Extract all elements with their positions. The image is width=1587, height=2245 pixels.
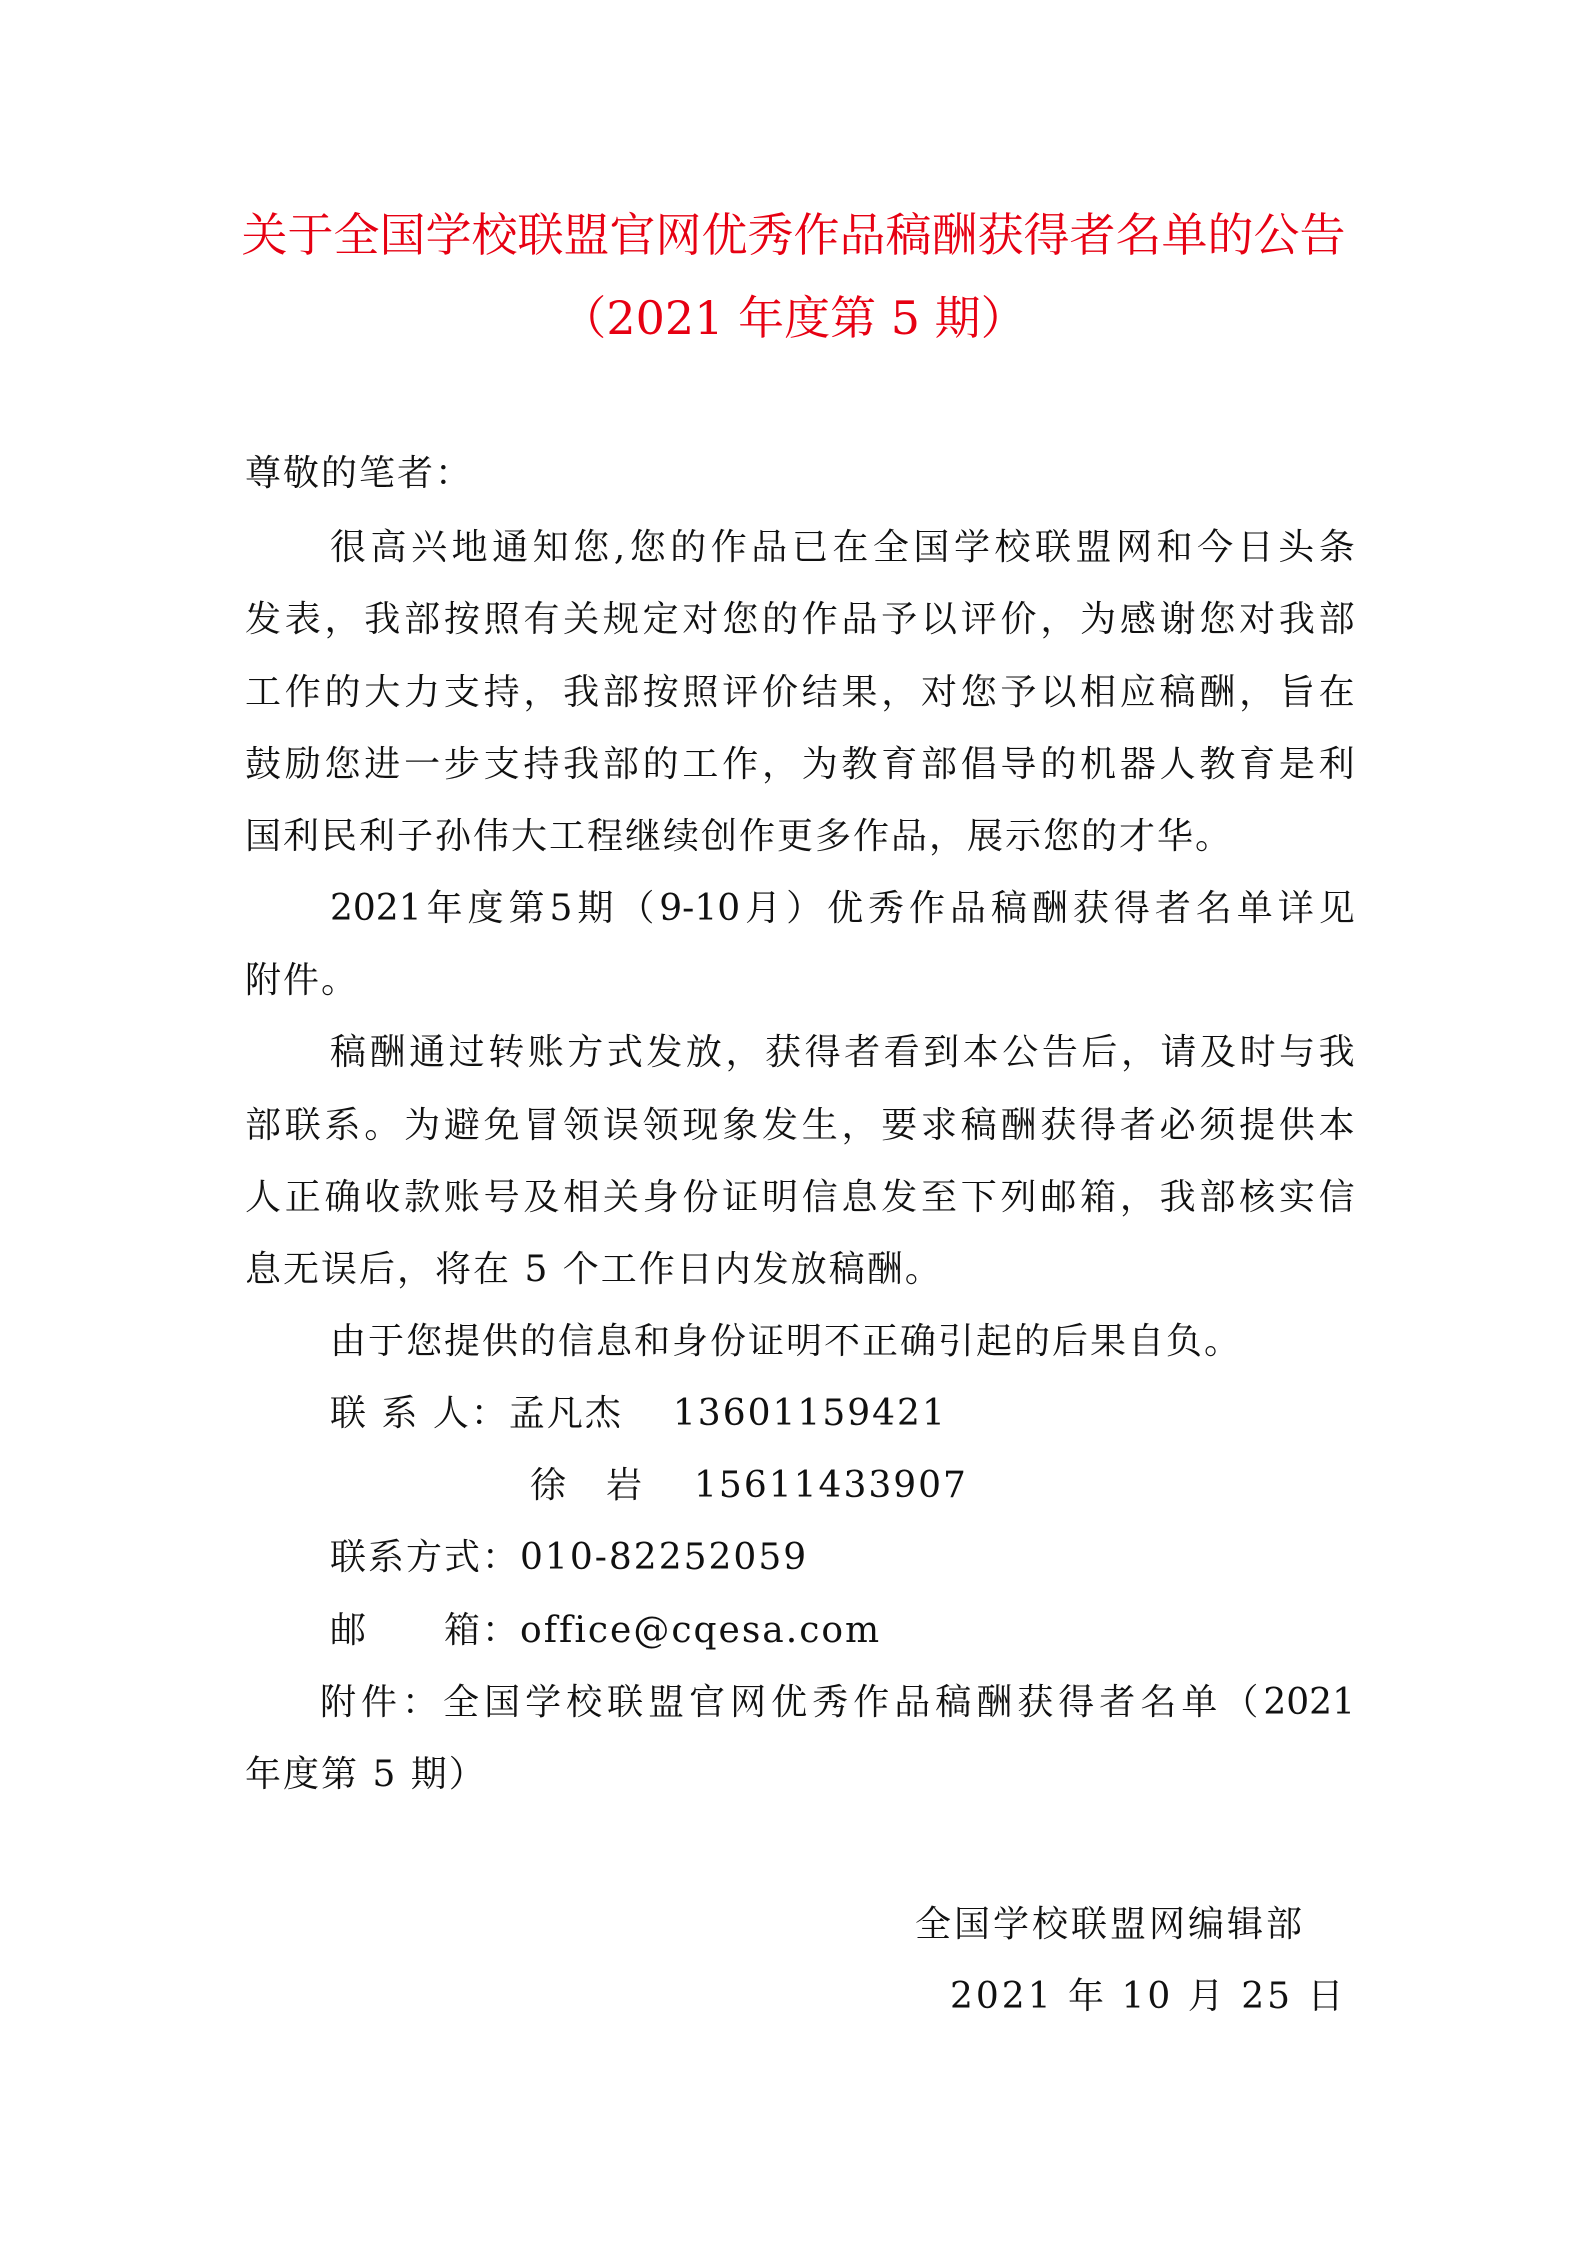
paragraph-2-line-2: 附件。 [245,960,360,1001]
contact-person-2-phone: 15611433907 [694,1465,968,1506]
attachment-line-1: 附 件 ： 全 国 学 校 联 盟 官 网 优 秀 作 品 稿 酬 获 得 者 名 单 （ 2021 [320,1682,1355,1723]
contact-person-1-phone: 13601159421 [672,1393,947,1434]
contact-person-2-name: 徐 岩 [530,1465,645,1506]
notice-title: 关于全国学校联盟官网优秀作品稿酬获得者名单的公告 [241,208,1346,262]
contact-row-1 [330,1386,1355,1442]
contact-row-2 [530,1458,1130,1514]
email-label: 邮 箱： [330,1610,521,1651]
notice-subtitle: （2021 年度第 5 期） [560,291,1027,345]
paragraph-3-line-3: 人 正 确 收 款 账 号 及 相 关 身 份 证 明 信 息 发 至 下 列 邮 箱 ， 我 部 核 实 信 [245,1177,1355,1218]
paragraph-1-line-3: 工 作 的 大 力 支 持 ， 我 部 按 照 评 价 结 果 ， 对 您 予 以 相 应 稿 酬 ， 旨 在 [245,672,1355,713]
paragraph-3-line-4: 息无误后，将在 5 个工作日内发放稿酬。 [245,1249,943,1290]
salutation: 尊敬的笔者： [245,453,474,494]
contact-method-label: 联系方式： [330,1537,521,1578]
paragraph-3-line-2: 部 联 系 。 为 避 免 冒 领 误 领 现 象 发 生 ， 要 求 稿 酬 获 得 者 必 须 提 供 本 [245,1105,1355,1146]
email-value: office@cqesa.com [520,1610,882,1651]
contact-person-1-name: 孟凡杰 [508,1393,623,1434]
paragraph-1-line-5: 国利民利子孙伟大工程继续创作更多作品，展示您的才华。 [245,816,1234,857]
paragraph-1-line-4: 鼓 励 您 进 一 步 支 持 我 部 的 工 作 ， 为 教 育 部 倡 导 的 机 器 人 教 育 是 利 [245,744,1355,785]
paragraph-3-line-1: 稿 酬 通 过 转 账 方 式 发 放 ， 获 得 者 看 到 本 公 告 后 ， 请 及 时 与 我 [330,1032,1355,1073]
email-row [330,1603,1355,1659]
signature-org: 全国学校联盟网编辑部 [915,1904,1306,1945]
signature-date: 2021 年 10 月 25 日 [950,1976,1347,2017]
paragraph-1-line-1: 很 高 兴 地 通 知 您 , 您 的 作 品 已 在 全 国 学 校 联 盟 网 和 今 日 头 条 [330,527,1355,568]
paragraph-2-line-1: 2021 年 度 第 5 期 （ 9-10 月 ） 优 秀 作 品 稿 酬 获 得 者 名 单 详 见 [330,888,1355,929]
attachment-line-2: 年度第 5 期） [245,1754,487,1795]
contact-method-value: 010-82252059 [520,1537,809,1578]
paragraph-1-line-2: 发 表 ， 我 部 按 照 有 关 规 定 对 您 的 作 品 予 以 评 价 ， 为 感 谢 您 对 我 部 [245,599,1355,640]
paragraph-4: 由于您提供的信息和身份证明不正确引起的后果自负。 [330,1321,1243,1362]
contact-method-row [330,1530,1355,1586]
contact-label: 联 系 人： [330,1393,509,1434]
